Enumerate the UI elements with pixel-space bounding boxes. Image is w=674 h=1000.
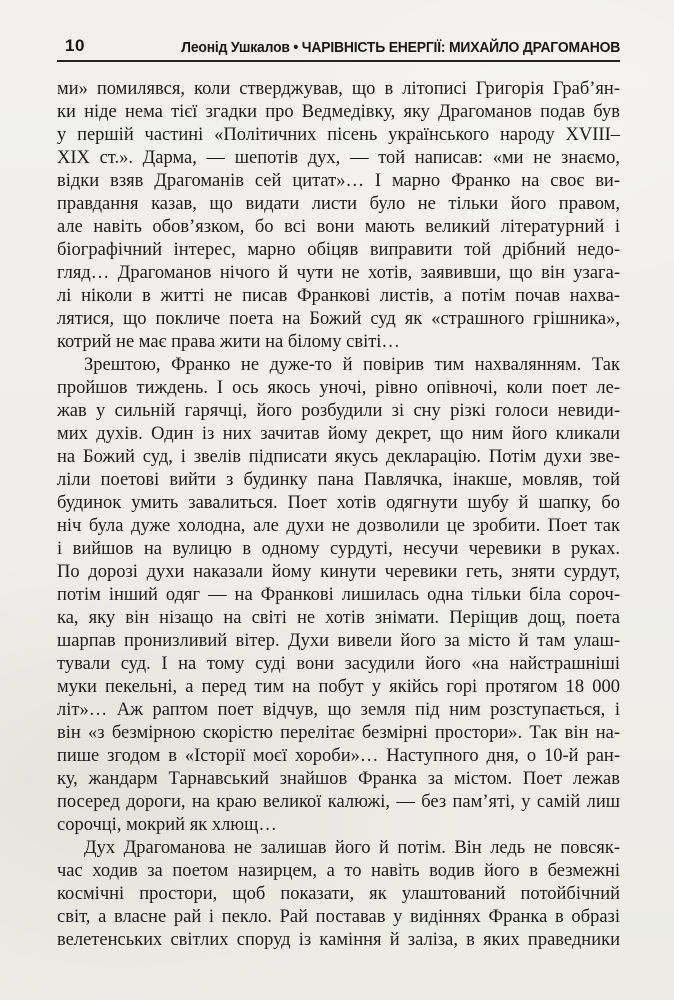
- text-line: муки пекельні, а перед тим на побут у якійсь горі протягом 18 000: [57, 677, 620, 697]
- text-line: котрий не має права жити на білому світі…: [57, 332, 400, 352]
- text-line: час ходив за поетом назирцем, а то навіть водив його в безмежні: [57, 861, 620, 881]
- text-line: сорочці, мокрий як хлющ…: [57, 815, 277, 835]
- text-line: у першій частині «Політичних пісень українського народу XVIII–: [57, 125, 620, 145]
- text-line: пише згодом в «Історії моєї хороби»… Наступного дня, о 10-й ран-: [57, 746, 620, 766]
- text-line: По дорозі духи наказали йому кинути черевики геть, зняти сурдут,: [57, 562, 620, 582]
- text-line: лятися, що покличе поета на Божий суд як «страшного грішника»,: [57, 309, 620, 329]
- text-line: XIX ст.». Дарма, — шепотів дух, — той написав: «ми не знаємо,: [57, 148, 620, 168]
- text-line: пройшов тиждень. І ось якось уночі, рівно опівночі, коли поет ле-: [57, 378, 620, 398]
- page-header: [57, 36, 620, 56]
- text-line: і вийшов на вулицю в одному сурдуті, несучи черевики в руках.: [57, 539, 620, 559]
- page-body: [57, 78, 620, 952]
- text-line: потім інший одяг — на Франкові лишилась одна тільки біла сороч-: [57, 585, 620, 605]
- text-line: ми» помилявся, коли стверджував, що в літописі Григорія Граб’ян-: [57, 79, 620, 99]
- paragraph: [57, 78, 620, 354]
- text-line: жав у сильній гарячці, його розбудили зі сну різкі голоси невиди-: [57, 401, 620, 421]
- text-line: лі ніколи в житті не писав Франкові листів, а потім почав нахва-: [57, 286, 620, 306]
- text-line: відки взяв Драгоманів сей цитат»… І марно Франко на своє ви-: [57, 171, 620, 191]
- text-line: ку, жандарм Тарнавський знайшов Франка за містом. Поет лежав: [57, 769, 620, 789]
- text-line: ка, яку він нізащо на світі не хотів знімати. Періщив дощ, поета: [57, 608, 620, 628]
- text-line: будинок умить завалиться. Поет хотів одягнути шубу й шапку, бо: [57, 493, 620, 513]
- text-line: велетенських світлих споруд із каміння й заліза, в яких праведники: [57, 930, 620, 950]
- text-line: гляд… Драгоманов нічого й чути не хотів, заявивши, що він узага-: [57, 263, 620, 283]
- text-line: біографічний інтерес, марно обіцяв виправити той дрібний недо-: [57, 240, 620, 260]
- text-line: шарпав пронизливий вітер. Духи вивели його за місто й там улаш-: [57, 631, 620, 651]
- text-line: ки ніде нема тієї згадки про Ведмедівку, яку Драгоманов подав був: [57, 102, 620, 122]
- text-line: на Божий суд, і звелів підписати якусь декларацію. Потім духи зве-: [57, 447, 620, 467]
- paragraph: [57, 837, 620, 952]
- text-line: космічні простори, щоб показати, як улаштований потойбічний: [57, 884, 620, 904]
- text-line: але навіть обов’язком, бо всі вони мають великий літературний і: [57, 217, 620, 237]
- header-rule: [57, 60, 620, 62]
- text-line: Зрештою, Франко не дуже-то й повірив тим нахвалянням. Так: [84, 355, 620, 375]
- running-header: Леонід Ушкалов • ЧАРІВНІСТЬ ЕНЕРГІЇ: МИХАЙЛО ДРАГОМАНОВ: [181, 40, 620, 56]
- text-line: світ, а власне рай і пекло. Рай поставав у видіннях Франка в образі: [57, 907, 620, 927]
- paragraph: [57, 354, 620, 837]
- text-line: ліли поетові вийти з будинку пана Павлячка, інакше, мовляв, той: [57, 470, 620, 490]
- text-line: він «з безмірною скорістю перелітає безмірні простори». Так він на-: [57, 723, 620, 743]
- page-number: 10: [65, 36, 85, 55]
- text-line: посеред дороги, на краю великої калюжі, — без пам’яті, у самій лиш: [57, 792, 620, 812]
- text-line: тували суд. І на тому суді вони засудили його «на найстрашніші: [57, 654, 620, 674]
- text-line: ніч була дуже холодна, але духи не дозволили це зробити. Поет так: [57, 516, 620, 536]
- text-line: правдання казав, що видати листи було не тільки його правом,: [57, 194, 620, 214]
- text-line: літ»… Аж раптом поет відчув, що земля під ним розступається, і: [57, 700, 620, 720]
- text-line: мих духів. Один із них зачитав йому декрет, що ним його кликали: [57, 424, 620, 444]
- text-line: Дух Драгоманова не залишав його й потім. Він ледь не повсяк-: [84, 838, 620, 858]
